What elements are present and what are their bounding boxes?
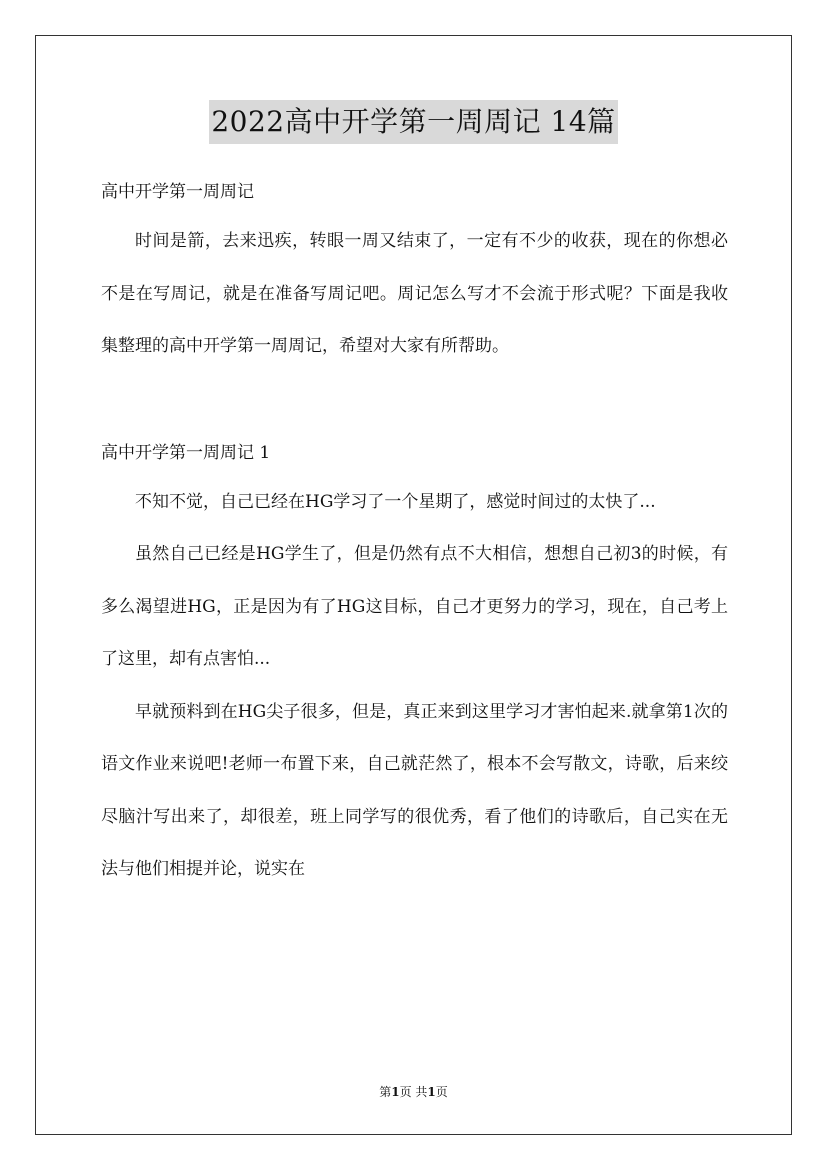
document-title: 2022高中开学第一周周记 14篇 (209, 100, 617, 144)
intro-heading: 高中开学第一周周记 (101, 182, 254, 202)
section-heading: 高中开学第一周周记 1 (101, 442, 271, 463)
intro-paragraph: 时间是箭，去来迅疾，转眼一周又结束了，一定有不少的收获，现在的你想必不是在写周记，就是在准备写周记吧。周记怎么写才不会流于形式呢？下面是我收集整理的高中开学第一周周记，希望对大家有所帮助。 (101, 231, 728, 356)
page-number-current: 1 (391, 1085, 400, 1099)
page-footer (0, 1083, 827, 1101)
page-label-suffix: 页 (435, 1085, 448, 1099)
document-body (101, 170, 728, 896)
title-container (0, 100, 827, 144)
body-paragraph: 早就预料到在HG尖子很多，但是，真正来到这里学习才害怕起来.就拿第1次的语文作业来说吧!老师一布置下来，自己就茫然了，根本不会写散文，诗歌，后来绞尽脑汁写出来了，却很差，班上同学写的很优秀，看了他们的诗歌后，自己实在无法与他们相提并论，说实在 (101, 701, 728, 879)
page-label-prefix: 第 (379, 1085, 392, 1099)
page-number-total: 1 (427, 1085, 436, 1099)
page-label-middle: 页 共 (399, 1085, 428, 1099)
section-spacer (101, 373, 728, 431)
body-paragraph: 虽然自己已经是HG学生了，但是仍然有点不大相信，想想自己初3的时候，有多么渴望进HG，正是因为有了HG这目标，自己才更努力的学习，现在，自己考上了这里，却有点害怕... (101, 544, 728, 669)
body-paragraph: 不知不觉，自己已经在HG学习了一个星期了，感觉时间过的太快了... (135, 491, 656, 512)
